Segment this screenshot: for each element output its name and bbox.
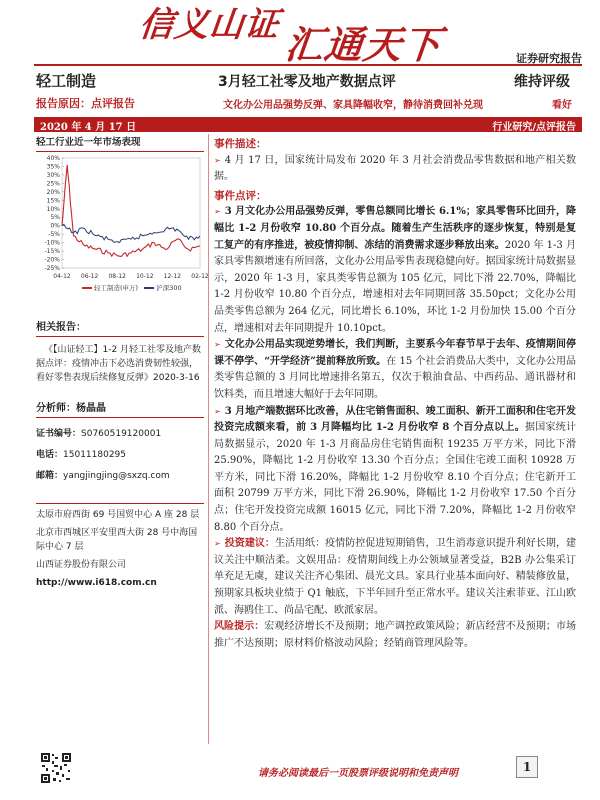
rating: 维持评级 [514, 74, 570, 90]
point-1 [214, 204, 576, 337]
brand-slogan [137, 0, 447, 67]
slogan-part-1: 信义山证 [137, 5, 282, 45]
risk-label: 风险提示： [214, 621, 265, 633]
y-tick-label: 40% [46, 155, 60, 162]
column-divider [208, 134, 209, 744]
industry-name: 轻工制造 [36, 72, 97, 90]
x-tick-label: 12-12 [163, 273, 182, 280]
event-comment-label: 事件点评： [214, 189, 267, 202]
subtitle-tag: 看好 [552, 100, 572, 111]
legend-hs300: 沪深300 [156, 284, 182, 292]
x-tick-label: 02-12 [191, 273, 209, 280]
y-tick-label: -25% [44, 265, 60, 272]
email [36, 468, 204, 481]
company-name: 山西证券股份有限公司 [36, 559, 127, 570]
address-beijing: 北京市西城区平安里西大街 28 号中海国际中心 7 层 [36, 527, 198, 552]
y-tick-label: 5% [50, 214, 60, 222]
y-tick-label: 30% [46, 171, 60, 179]
y-tick-label: -5% [48, 231, 60, 239]
risk-warning [214, 619, 576, 652]
report-subtitle: 文化办公用品强势反弹、家具降幅收窄，静待消费回补兑现 [223, 100, 483, 111]
point-1-text: 2020 年 1-3 月家具零售额增速有所回落，文化办公用品零售表现稳健向好。据国家统计局数据显示，2020 年 1-3 月，家具类零售总额为 105 亿元，同比下滑 22.70%，降幅比 1-2 月份收窄 10.80 个百分点，增速相对去年同期回落 35.50pct；文化办公用品类零售总额为 264 亿元，同比增长 6.10%，环比 1-2 月份加快 15.00 个百分点，增速相对去年同期提升 10.10pct。 [214, 239, 576, 334]
chart-legend [82, 283, 182, 292]
y-tick-label: -20% [44, 256, 60, 264]
x-tick-label: 08-12 [108, 273, 126, 280]
y-tick-label: 25% [46, 180, 60, 188]
related-reports-heading: 相关报告： [36, 318, 204, 337]
legend-light-industry: 轻工制造(申万) [94, 284, 139, 292]
point-2 [214, 337, 576, 403]
main-content [214, 136, 576, 652]
x-tick-label: 10-12 [136, 273, 154, 280]
y-tick-label: 0% [50, 222, 60, 230]
investment-label: 投资建议： [224, 538, 275, 550]
point-1-bold: 3 月文化办公用品强势反弹，零售总额同比增长 6.1%；家具零售环比回升，降幅比 1-2 月份收窄 10.80 个百分点。随着生产生活秩序的逐步恢复，特别是复工复产的有序推进，被疫情抑制、冻结的消费需求逐步释放出来。 [214, 206, 576, 251]
cert-value: S0760519120001 [81, 429, 162, 439]
report-reason: 报告原因：点评报告 [36, 97, 135, 110]
email-label: 邮箱： [36, 471, 64, 481]
report-category: 行业研究/点评报告 [492, 122, 576, 133]
qr-code-icon [40, 752, 72, 784]
y-tick-label: 10% [46, 205, 60, 213]
email-value[interactable]: yangjingjing@sxzq.com [63, 471, 170, 481]
legend-swatch-light-industry [82, 287, 92, 289]
risk-text: 宏观经济增长不及预期；地产调控政策风险；新店经营不及预期；市场推广不达预期；原材料价格波动风险；经销商管理风险等。 [214, 621, 577, 649]
point-3-text: 据国家统计局数据显示，2020 年 1-3 月商品房住宅销售面积 19235 万平方米，同比下滑 25.90%，降幅比 1-2 月份收窄 13.30 个百分点；全国住宅竣工面积 10928 万平方米，同比下滑 16.20%，降幅比 1-2 月份收窄 8.10 个百分点；住宅新开工面积 20799 万平方米，同比下滑 26.90%，降幅比 1-2 月份收窄 17.50 个百分点；住宅开发投资完成额 16015 亿元，同比下滑 7.20%，降幅比 1-2 月份收窄 8.80 个百分点。 [214, 422, 576, 533]
analyst-name: 杨晶晶 [76, 403, 106, 414]
y-tick-label: 35% [46, 163, 60, 171]
page-number: 1 [516, 756, 538, 778]
chart-title: 轻工行业近一年市场表现 [36, 134, 204, 152]
market-performance-chart [36, 154, 209, 294]
y-tick-label: 20% [46, 188, 60, 196]
bullet-icon: ➢ [214, 340, 221, 350]
report-title: 3月轻工社零及地产数据点评 [218, 74, 396, 90]
investment-advice [214, 536, 576, 619]
slogan-part-2: 汇通天下 [283, 22, 444, 67]
bullet-icon: ➢ [214, 207, 221, 217]
y-tick-label: -15% [44, 248, 60, 256]
point-2-bold: 文化办公用品实现逆势增长，我们判断，主要系今年春节早于去年、疫情期间停课不停学、“开学经济”提前释放所致。 [214, 339, 576, 367]
bullet-icon: ➢ [214, 539, 221, 549]
header-banner [0, 0, 600, 72]
point-3-bold: 3 月地产端数据环比改善，从住宅销售面积、竣工面积、新开工面积和住宅开发投资完成额来看，前 3 月降幅均比 1-2 月份收窄 8 个百分点以上。 [214, 405, 576, 434]
header-divider [34, 64, 582, 66]
investment-text: 生活用纸：疫情防控促进短期销售，卫生消毒意识提升利好长期，建议关注中顺洁柔。文娱用品：疫情期间线上办公领域显著受益，B2B 办公集采订单充足无虞，建议关注齐心集团、晨光文具。家具行业基本面向好、精装修放量，预期家具板块业绩于 Q1 触底，下半年回升至正常水平。建议关注索菲亚、江山欧派、海鸥住工、尚品宅配、欧派家居。 [214, 538, 577, 616]
point-2-text: 在 15 个社会消费品大类中，文化办公用品类零售总额的 3 月同比增速排名第五，仅次于粮油食品、中西药品、通讯器材和饮料类，而且增速大幅好于去年同期。 [214, 355, 576, 400]
cert-number [36, 426, 204, 439]
tel-value: 15011180295 [63, 450, 127, 460]
tel-label: 电话： [36, 450, 64, 460]
series-line-light-industry [62, 165, 200, 257]
analyst-heading [36, 399, 204, 418]
bullet-icon: ➢ [214, 155, 221, 165]
chart-frame [62, 158, 200, 268]
legend-swatch-hs300 [144, 287, 154, 289]
company-website[interactable]: http://www.i618.com.cn [36, 578, 157, 588]
y-tick-label: -10% [44, 239, 60, 247]
report-type: 证券研究报告 [516, 52, 582, 65]
related-report-link[interactable]: 《【山证轻工】1-2 月轻工社零及地产数据点评：疫情冲击下必选消费韧性较强，看好零售表现后续修复反弹》2020-3-16 [36, 345, 202, 383]
event-desc [214, 153, 576, 186]
company-address [36, 503, 204, 572]
point-3 [214, 404, 576, 537]
phone [36, 447, 204, 460]
chart-svg [36, 154, 209, 282]
address-taiyuan: 太原市府西街 69 号国贸中心 A 座 28 层 [36, 510, 200, 520]
event-desc-label: 事件描述： [214, 138, 267, 150]
x-tick-label: 04-12 [53, 273, 71, 280]
cert-label: 证书编号： [36, 429, 82, 439]
disclaimer-note: 请务必阅读最后一页股票评级说明和免责声明 [258, 768, 458, 779]
report-date: 2020 年 4 月 17 日 [40, 122, 137, 133]
left-sidebar [36, 134, 209, 588]
event-desc-text: 4 月 17 日，国家统计局发布 2020 年 3 月社会消费品零售数据和地产相关数据。 [214, 154, 576, 183]
analyst-label: 分析师： [36, 403, 76, 414]
x-tick-label: 06-12 [80, 273, 99, 280]
date-bar [34, 117, 582, 132]
bullet-icon: ➢ [214, 406, 221, 416]
y-tick-label: 15% [46, 197, 60, 205]
